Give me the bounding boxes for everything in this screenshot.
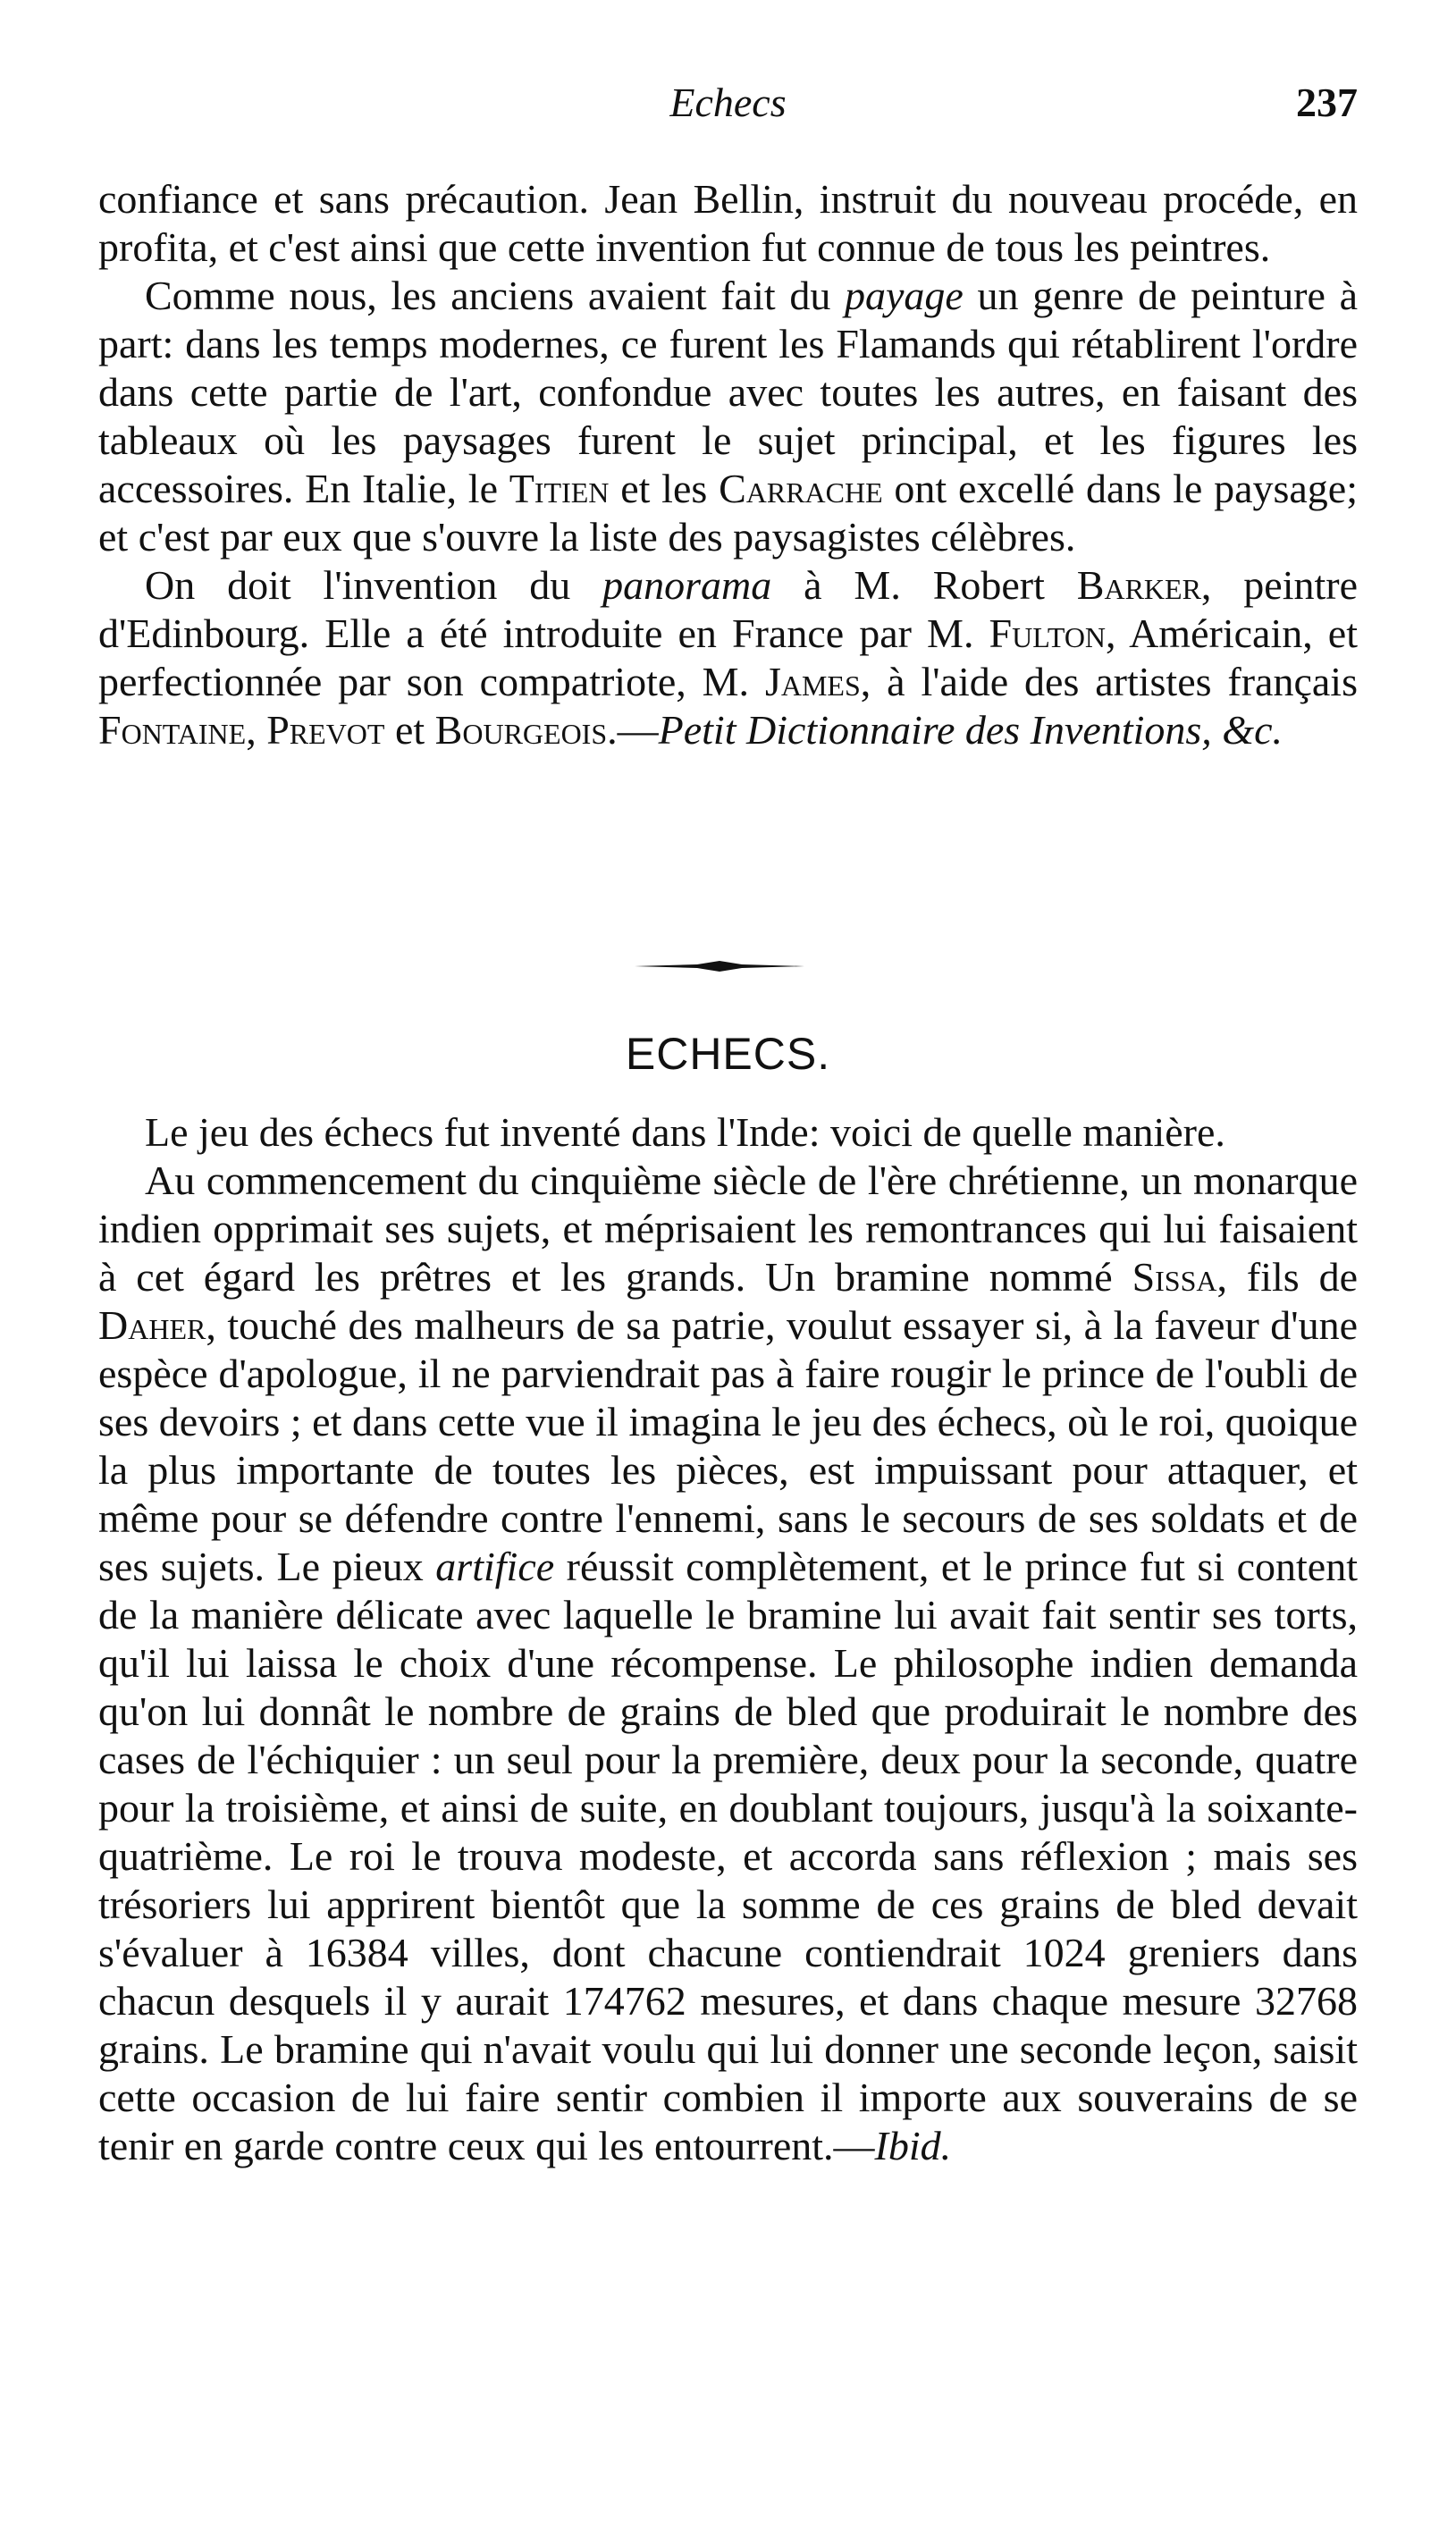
running-head [98, 79, 1358, 132]
text-run: , Américain, et perfectionnée par son compatriote, M. [98, 610, 1358, 704]
text-run: Comme nous, les anciens avaient fait du [145, 273, 846, 318]
proper-name: James [764, 659, 861, 704]
echecs-text-block [98, 1108, 1358, 2170]
source-citation: Ibid. [874, 2123, 952, 2168]
proper-name: Daher [98, 1302, 206, 1348]
section-divider-ornament [635, 960, 804, 972]
proper-name: Titien [509, 466, 610, 511]
proper-name: Fulton [989, 610, 1107, 656]
italic-term: artifice [435, 1544, 555, 1589]
text-run: On doit l'invention du [145, 562, 603, 608]
italic-term: panorama [602, 562, 772, 608]
proper-name: Carrache [719, 466, 883, 511]
paragraph-paysage [98, 272, 1358, 561]
italic-term: payage [845, 273, 964, 318]
text-run: , touché des malheurs de sa patrie, voulut essayer si, à la faveur d'une espèce d'apologue, il ne parviendrait pas à faire rougir le prince de l'oubli de ses devoirs ; et dans cette vue il imagina le jeu des échecs, où le roi, quoique la plus importante de toutes les pièces, est impuissant pour attaquer, et même pour se défendre contre l'ennemi, sans le secours de ses soldats et de ses sujets. Le pieux [98, 1302, 1358, 1589]
source-citation: Petit Dictionnaire des Inventions, &c. [658, 707, 1283, 753]
section-heading: ECHECS. [625, 1029, 831, 1079]
text-run: , à l'aide des artistes français [860, 659, 1358, 704]
running-title: Echecs [669, 80, 787, 125]
proper-name: Prevot [266, 707, 385, 753]
proper-name: Barker [1076, 562, 1201, 608]
proper-name: Fontaine [98, 707, 247, 753]
text-run: et [384, 707, 435, 753]
text-run: .— [607, 707, 659, 753]
paragraph-panorama [98, 561, 1358, 754]
paragraph-continued: confiance et sans précaution. Jean Bellin, instruit du nouveau procéde, en profita, et c'est ainsi que cette invention fut connue de tous les peintres. [98, 176, 1358, 270]
proper-name: Bourgeois [434, 707, 608, 753]
text-run: , [246, 707, 267, 753]
paragraph-intro: Le jeu des échecs fut inventé dans l'Inde: voici de quelle manière. [145, 1109, 1225, 1155]
text-run: ont excellé dans le paysage; et c'est par eux que s'ouvre la liste des paysagistes célèbres. [98, 466, 1358, 560]
page-number: 237 [1296, 80, 1358, 125]
top-text-block [98, 175, 1358, 754]
text-run: , peintre d'Edinbourg. Elle a été introduite en France par M. [98, 562, 1359, 656]
text-run: à M. Robert [771, 562, 1077, 608]
text-run: et les [609, 466, 720, 511]
text-run: un genre de peinture à part: dans les temps modernes, ce furent les Flamands qui rétablirent l'ordre dans cette partie de l'art, confondue avec toutes les autres, en faisant des tableaux où les paysages furent le sujet principal, et les figures les accessoires. En Italie, le [98, 273, 1358, 511]
paragraph-legend [98, 1157, 1358, 2170]
text-run: Au commencement du cinquième siècle de l'ère chrétienne, un monarque indien opprimait ses sujets, et méprisaient les remontrances qui lui faisaient à cet égard les prêtres et les grands. Un bramine nommé [98, 1158, 1358, 1300]
text-run: réussit complètement, et le prince fut si content de la manière délicate avec laquelle le bramine lui avait fait sentir ses torts, qu'il lui laissa le choix d'une récompense. Le philosophe indien demanda qu'on lui donnât le nombre de grains de bled que produirait le nombre des cases de l'échiquier : un seul pour la première, deux pour la seconde, quatre pour la troisième, et ainsi de suite, en doublant toujours, jusqu'à la soixante-quatrième. Le roi le trouva modeste, et accorda sans réflexion ; mais ses trésoriers lui apprirent bientôt que la somme de ces grains de bled devait s'évaluer à 16384 villes, dont chacune contiendrait 1024 greniers dans chacun desquels il y aurait 174762 mesures, et dans chaque mesure 32768 grains. Le bramine qui n'avait voulu qui lui donner une seconde leçon, saisit cette occasion de lui faire sentir combien il importe aux souverains de se tenir en garde contre ceux qui les entourrent.— [98, 1544, 1358, 2168]
proper-name: Sissa [1132, 1254, 1217, 1300]
text-run: , fils de [1216, 1254, 1358, 1300]
